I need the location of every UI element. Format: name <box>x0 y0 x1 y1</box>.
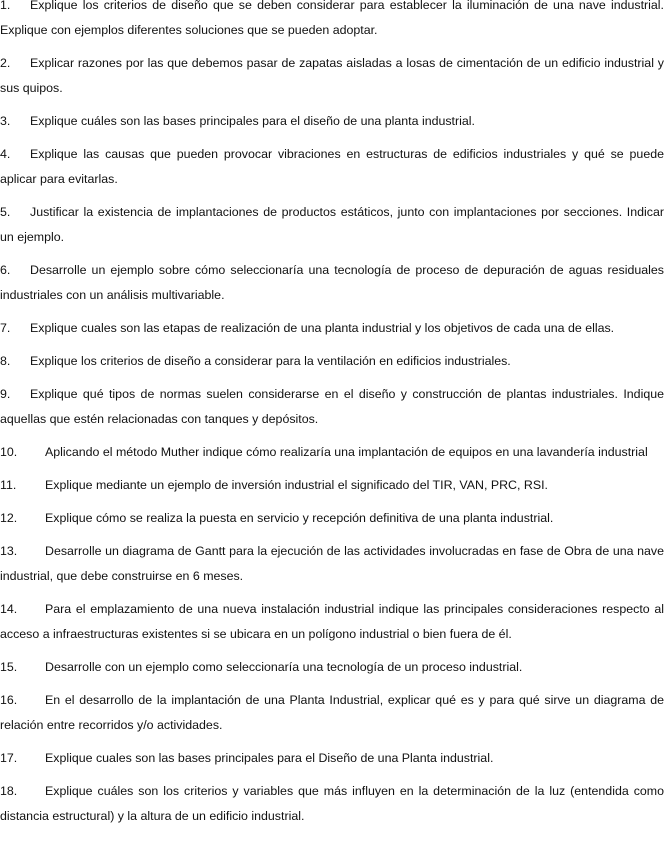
question-item <box>0 655 664 680</box>
question-text: Explique qué tipos de normas suelen considerarse en el diseño y construcción de plantas industriales. Indique aquellas que estén relacionadas con tanques y depósitos. <box>0 387 664 426</box>
question-text: Explique cuales son las etapas de realización de una planta industrial y los objetivos de cada una de ellas. <box>30 321 615 335</box>
question-number: 6. <box>0 263 11 277</box>
question-item <box>0 0 664 43</box>
question-text: Para el emplazamiento de una nueva instalación industrial indique las principales consideraciones respecto al acceso a infraestructuras existentes si se ubicara en un polígono industrial o bien fuera de él. <box>0 602 664 641</box>
question-text: Desarrolle con un ejemplo como seleccionaría una tecnología de un proceso industrial. <box>45 660 523 674</box>
question-number: 14. <box>0 602 18 616</box>
question-item <box>0 506 664 531</box>
question-item <box>0 539 664 589</box>
question-text: Desarrolle un ejemplo sobre cómo seleccionaría una tecnología de proceso de depuración de aguas residuales industriales con un análisis multivariable. <box>0 263 664 302</box>
question-number: 1. <box>0 0 11 12</box>
question-text: Desarrolle un diagrama de Gantt para la ejecución de las actividades involucradas en fase de Obra de una nave industrial, que debe construirse en 6 meses. <box>0 544 664 583</box>
question-text: Aplicando el método Muther indique cómo realizaría una implantación de equipos en una lavandería industrial <box>45 445 648 459</box>
question-item <box>0 316 664 341</box>
question-item <box>0 746 664 771</box>
question-item <box>0 440 664 465</box>
question-number: 5. <box>0 205 11 219</box>
question-item <box>0 597 664 647</box>
question-text: Explique los criterios de diseño a considerar para la ventilación en edificios industriales. <box>30 354 511 368</box>
question-number: 17. <box>0 751 18 765</box>
question-item <box>0 142 664 192</box>
question-item <box>0 349 664 374</box>
question-text: Explique mediante un ejemplo de inversión industrial el significado del TIR, VAN, PRC, RSI. <box>45 478 548 492</box>
question-item <box>0 382 664 432</box>
question-number: 8. <box>0 354 11 368</box>
question-text: Explique cuáles son las bases principales para el diseño de una planta industrial. <box>30 114 475 128</box>
question-item <box>0 200 664 250</box>
question-number: 10. <box>0 445 18 459</box>
question-number: 15. <box>0 660 18 674</box>
question-text: Explique cuáles son los criterios y variables que más influyen en la determinación de la luz (entendida como distancia estructural) y la altura de un edificio industrial. <box>0 784 664 823</box>
question-number: 7. <box>0 321 11 335</box>
question-number: 12. <box>0 511 18 525</box>
question-number: 18. <box>0 784 18 798</box>
question-number: 2. <box>0 56 11 70</box>
question-text: Explique los criterios de diseño que se deben considerar para establecer la iluminación de una nave industrial. Explique con ejemplos diferentes soluciones que se pueden adoptar. <box>0 0 664 37</box>
question-text: En el desarrollo de la implantación de una Planta Industrial, explicar qué es y para qué sirve un diagrama de relación entre recorridos y/o actividades. <box>0 693 664 732</box>
question-number: 11. <box>0 478 17 492</box>
question-number: 16. <box>0 693 18 707</box>
question-item <box>0 473 664 498</box>
question-text: Explique cuales son las bases principales para el Diseño de una Planta industrial. <box>45 751 494 765</box>
question-item <box>0 779 664 829</box>
question-number: 3. <box>0 114 11 128</box>
question-text: Explicar razones por las que debemos pasar de zapatas aisladas a losas de cimentación de un edificio industrial y sus quipos. <box>0 56 664 95</box>
question-number: 13. <box>0 544 18 558</box>
question-item <box>0 109 664 134</box>
question-item <box>0 688 664 738</box>
question-text: Explique cómo se realiza la puesta en servicio y recepción definitiva de una planta industrial. <box>45 511 554 525</box>
question-text: Justificar la existencia de implantaciones de productos estáticos, junto con implantaciones por secciones. Indicar un ejemplo. <box>0 205 664 244</box>
question-number: 4. <box>0 147 11 161</box>
question-text: Explique las causas que pueden provocar vibraciones en estructuras de edificios industriales y qué se puede aplicar para evitarlas. <box>0 147 664 186</box>
question-number: 9. <box>0 387 11 401</box>
question-item <box>0 258 664 308</box>
question-item <box>0 51 664 101</box>
